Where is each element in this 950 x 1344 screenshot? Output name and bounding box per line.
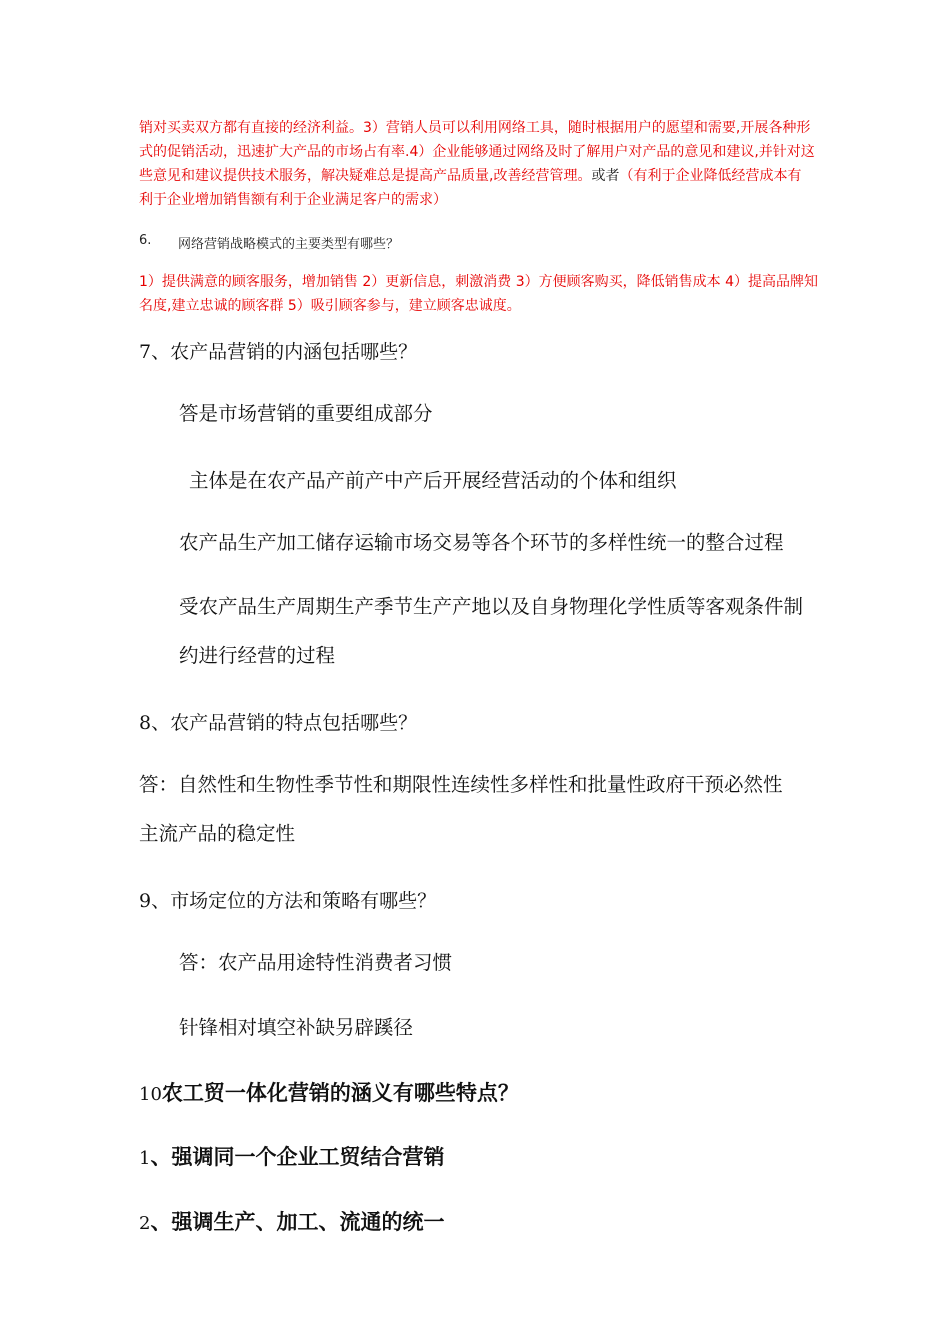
answer5-line-3-red: 些意见和建议提供技术服务，解决疑难总是提高产品质量,改善经营管理。 [139, 168, 592, 184]
question10-heading [139, 1077, 519, 1107]
question8-number: 8 [139, 712, 152, 734]
question9-number: 9 [139, 890, 152, 912]
answer7-line-5: 约进行经营的过程 [179, 644, 336, 667]
question7-text: 、农产品营销的内涵包括哪些？ [151, 341, 418, 363]
answer5-line-2: 式的促销活动，迅速扩大产品的市场占有率.4）企业能够通过网络及时了解用户对产品的意见和建议,并针对这 [139, 144, 815, 160]
question8-heading [139, 708, 417, 735]
question6-number: 6. [139, 233, 152, 248]
answer6-line-2: 名度,建立忠诚的顾客群 5）吸引顾客参与，建立顾客忠诚度。 [139, 298, 521, 314]
answer9-line-2: 针锋相对填空补缺另辟蹊径 [179, 1016, 414, 1039]
question9-heading [139, 886, 436, 913]
answer10-point-1 [139, 1141, 444, 1171]
question7-number: 7 [139, 341, 152, 363]
answer10-point-1-text: 、强调同一个企业工贸结合营销 [150, 1145, 445, 1169]
question6-text: 网络营销战略模式的主要类型有哪些？ [178, 237, 400, 252]
question7-heading [139, 337, 417, 364]
answer10-point-2 [139, 1206, 444, 1236]
answer8-line-2: 主流产品的稳定性 [139, 822, 296, 845]
answer5-line-4: 利于企业增加销售额有利于企业满足客户的需求） [139, 192, 447, 208]
question9-text: 、市场定位的方法和策略有哪些？ [151, 890, 437, 912]
answer10-point-2-number: 2 [139, 1213, 151, 1234]
answer5-line-1: 销对买卖双方都有直接的经济利益。3）营销人员可以利用网络工具，随时根据用户的愿望和需要,开展各种形 [139, 120, 811, 136]
answer7-line-2: 主体是在农产品产前产中产后开展经营活动的个体和组织 [189, 469, 677, 492]
answer8-line-1: 答：自然性和生物性季节性和期限性连续性多样性和批量性政府干预必然性 [139, 773, 783, 796]
answer5-line-3-red2: （有利于企业降低经营成本有 [619, 168, 802, 184]
question8-text: 、农产品营销的特点包括哪些？ [151, 712, 418, 734]
answer9-line-1: 答：农产品用途特性消费者习惯 [179, 951, 453, 974]
answer5-line-3 [139, 165, 801, 185]
answer5-line-3-black: 或者 [591, 168, 620, 184]
answer7-line-4: 受农产品生产周期生产季节生产产地以及自身物理化学性质等客观条件制 [179, 595, 804, 618]
question10-number: 10 [139, 1084, 162, 1105]
answer6-line-1: 1）提供满意的顾客服务，增加销售 2）更新信息，刺激消费 3）方便顾客购买，降低销售成本 4）提高品牌知 [139, 274, 818, 290]
question10-text: 农工贸一体化营销的涵义有哪些特点？ [161, 1081, 519, 1105]
answer10-point-2-text: 、强调生产、加工、流通的统一 [150, 1210, 445, 1234]
answer10-point-1-number: 1 [139, 1148, 151, 1169]
answer7-line-3: 农产品生产加工储存运输市场交易等各个环节的多样性统一的整合过程 [179, 531, 784, 554]
answer7-line-1: 答是市场营销的重要组成部分 [179, 402, 433, 425]
